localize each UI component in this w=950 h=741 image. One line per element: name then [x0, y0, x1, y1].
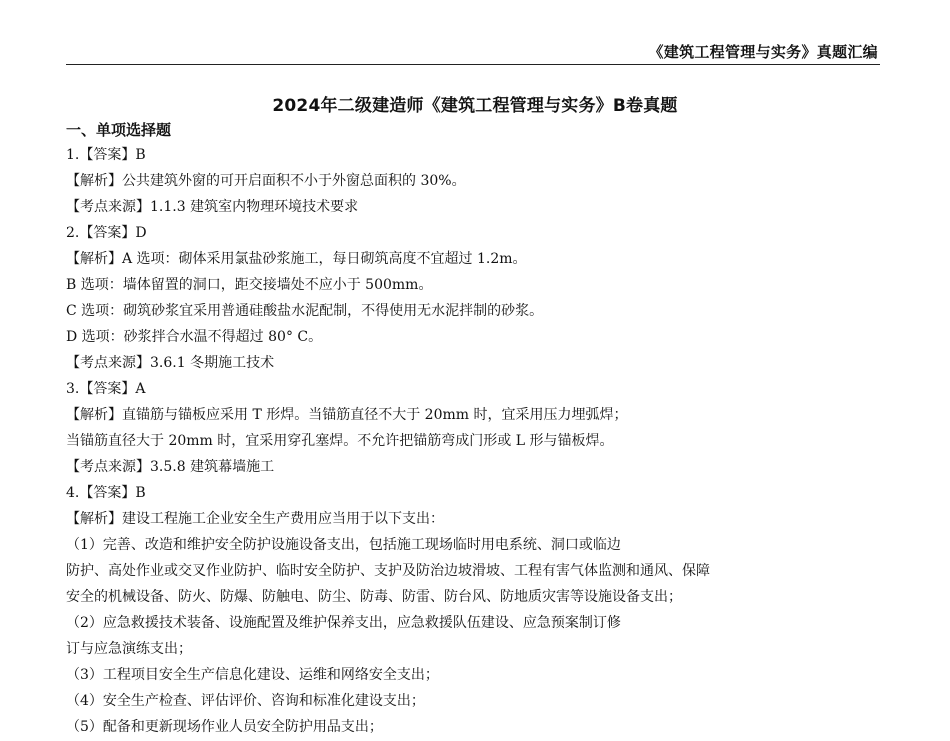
option-d-line: D 选项：砂浆拌合水温不得超过 80° C。 [66, 329, 323, 345]
source-line: 【考点来源】3.6.1 冬期施工技术 [66, 355, 275, 371]
option-b-line: B 选项：墙体留置的洞口，距交接墙处不应小于 500mm。 [66, 277, 433, 293]
answer-line-q2: 2.【答案】D [66, 225, 147, 241]
document-title: 2024年二级建造师《建筑工程管理与实务》B卷真题 [272, 96, 678, 116]
source-line: 【考点来源】3.5.8 建筑幕墙施工 [66, 459, 275, 475]
analysis-line: 【解析】A 选项：砌体采用氯盐砂浆施工，每日砌筑高度不宜超过 1.2m。 [66, 251, 527, 267]
header-divider [66, 64, 880, 65]
list-item-3: （3）工程项目安全生产信息化建设、运维和网络安全支出； [66, 667, 439, 683]
answer-line-q1: 1.【答案】B [66, 147, 146, 163]
section-heading: 一、单项选择题 [66, 121, 172, 139]
analysis-line: 【解析】公共建筑外窗的可开启面积不小于外窗总面积的 30%。 [66, 173, 466, 189]
source-line: 【考点来源】1.1.3 建筑室内物理环境技术要求 [66, 199, 359, 215]
answer-line-q3: 3.【答案】A [66, 381, 146, 397]
running-header-title: 《建筑工程管理与实务》真题汇编 [648, 43, 878, 61]
answer-line-q4: 4.【答案】B [66, 485, 146, 501]
list-item-4: （4）安全生产检查、评估评价、咨询和标准化建设支出； [66, 693, 425, 709]
list-item-2: （2）应急救援技术装备、设施配置及维护保养支出，应急救援队伍建设、应急预案制订修 [66, 615, 621, 631]
option-c-line: C 选项：砌筑砂浆宜采用普通硅酸盐水泥配制，不得使用无水泥拌制的砂浆。 [66, 303, 544, 319]
analysis-line: 【解析】建设工程施工企业安全生产费用应当用于以下支出： [66, 511, 444, 527]
analysis-line: 【解析】直锚筋与锚板应采用 T 形焊。当锚筋直径不大于 20mm 时，宜采用压力埋弧焊； [66, 407, 628, 423]
analysis-continuation-line: 当锚筋直径大于 20mm 时，宜采用穿孔塞焊。不允许把锚筋弯成门形或 L 形与锚板焊。 [66, 433, 614, 449]
list-item-1-continuation: 防护、高处作业或交叉作业防护、临时安全防护、支护及防治边坡滑坡、工程有害气体监测和通风、保障 [66, 563, 710, 579]
answer-body [66, 142, 886, 740]
list-item-2-continuation: 订与应急演练支出； [66, 641, 192, 657]
list-item-1-continuation: 安全的机械设备、防火、防爆、防触电、防尘、防毒、防雷、防台风、防地质灾害等设施设备支出； [66, 589, 682, 605]
list-item-1: （1）完善、改造和维护安全防护设施设备支出，包括施工现场临时用电系统、洞口或临边 [66, 537, 621, 553]
list-item-5: （5）配备和更新现场作业人员安全防护用品支出； [66, 719, 383, 735]
